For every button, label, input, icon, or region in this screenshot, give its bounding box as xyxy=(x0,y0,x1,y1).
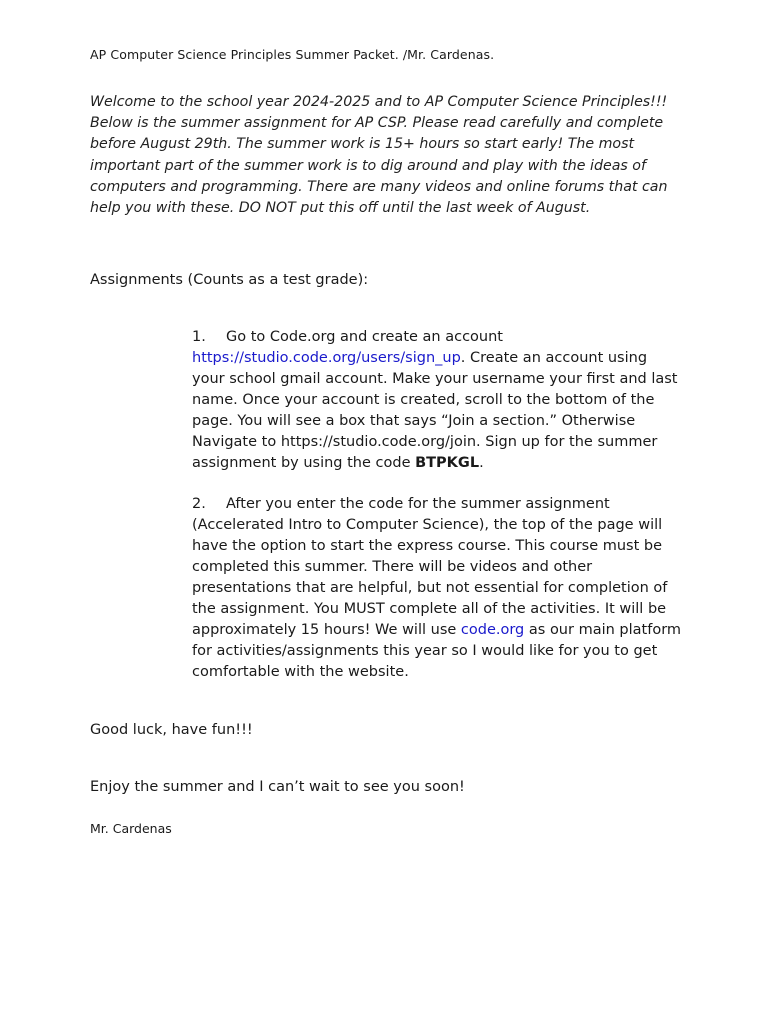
item-text: Go to Code.org and create an account xyxy=(226,329,503,345)
item-text-continued: . Create an account using your school gmail account. Make your username your first and last name. Once your account is created, scroll to the bottom of the page. You will see a box that says “Join a section.” Otherwise Navigate to https://studio.code.org/join. Sign up for the summer assignment by using the code xyxy=(192,350,678,471)
enjoy-line: Enjoy the summer and I can’t wait to see you soon! xyxy=(90,779,465,795)
signature: Mr. Cardenas xyxy=(90,821,172,836)
item-text: After you enter the code for the summer assignment (Accelerated Intro to Computer Science), the top of the page will have the option to start the express course. This course must be completed this summer. There will be videos and other presentations that are helpful, but not essential for completion of the assignment. You MUST complete all of the activities. It will be approximately 15 hours! We will use xyxy=(192,496,668,638)
code-org-link: code.org xyxy=(460,622,525,638)
good-luck-line: Good luck, have fun!!! xyxy=(90,722,253,738)
document-header: AP Computer Science Principles Summer Packet. /Mr. Cardenas. xyxy=(90,47,495,62)
item-number: 1. xyxy=(192,329,206,345)
item-number: 2. xyxy=(192,496,206,512)
item-text-continued: as our main platform for activities/assignments this year so I would like for you to get comfortable with the website. xyxy=(192,622,682,680)
assignments-title: Assignments (Counts as a test grade): xyxy=(90,272,369,288)
signup-link: https://studio.code.org/users/sign_up xyxy=(192,350,461,366)
assignment-item-1 xyxy=(192,327,682,474)
assignment-item-2 xyxy=(192,494,682,683)
intro-paragraph: Welcome to the school year 2024-2025 and to AP Computer Science Principles!!! Below is the summer assignment for AP CSP. Please read carefully and complete before August 29th. The summer work is 15+ hours so start early! The most important part of the summer work is to dig around and play with the ideas of computers and programming. There are many videos and online forums that can help you with these. DO NOT put this off until the last week of August. xyxy=(90,94,668,217)
item-text-end: . xyxy=(479,455,484,471)
section-code: BTPKGL xyxy=(415,455,480,471)
